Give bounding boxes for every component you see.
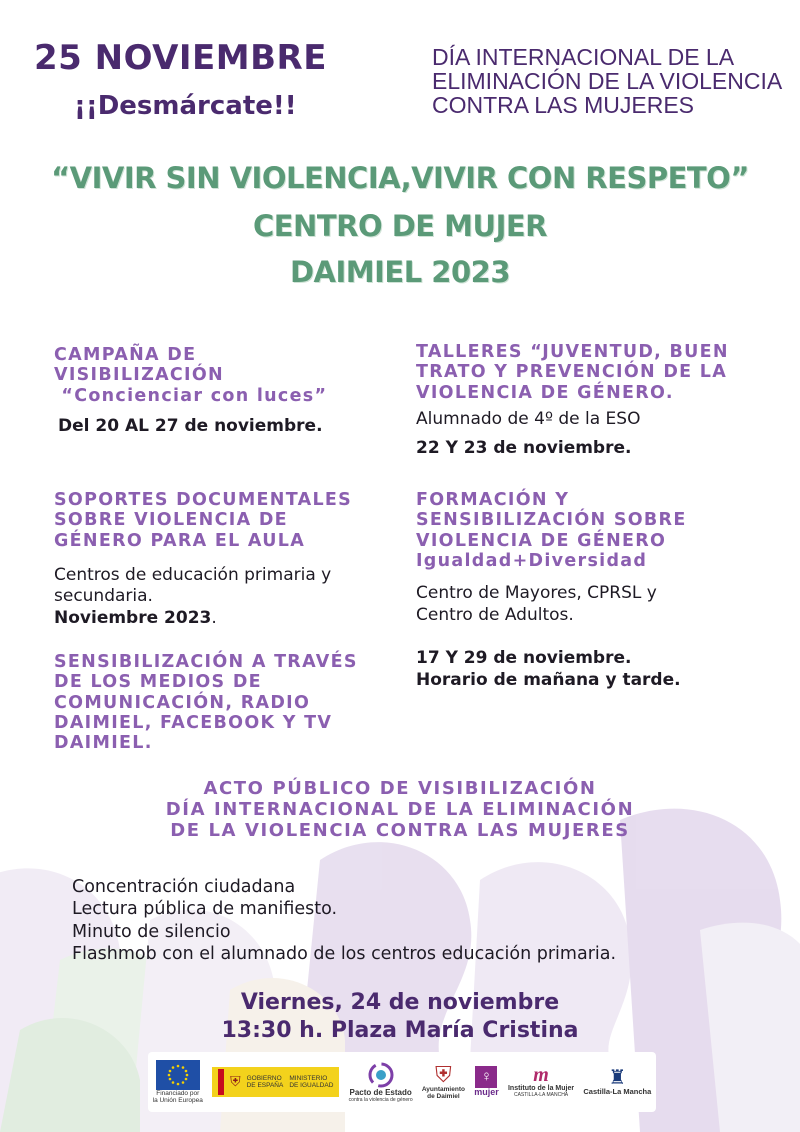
government-text-line: DE ESPAÑA — [246, 1082, 284, 1089]
instituto-m-icon: m — [533, 1064, 549, 1087]
day-title: DÍA INTERNACIONAL DE LA ELIMINACIÓN DE LA VIOLENCIA CONTRA LAS MUJERES — [432, 44, 781, 118]
event-date: Viernes, 24 de noviembre — [240, 990, 560, 1015]
section-title-line: DAIMIEL. — [54, 733, 153, 754]
ministry-text — [289, 1075, 333, 1089]
section-date: 17 Y 29 de noviembre. — [416, 648, 632, 669]
section-title-line: VISIBILIZACIÓN — [54, 365, 224, 386]
section-audience: Centro de Adultos. — [416, 604, 574, 625]
sponsor-logos — [148, 1052, 656, 1112]
activities-list — [72, 876, 616, 966]
clm-text: Castilla-La Mancha — [583, 1086, 652, 1096]
section-date-line — [54, 608, 352, 630]
section-audience: Centro de Mayores, CPRSL y — [416, 583, 657, 604]
event-time-place: 13:30 h. Plaza María Cristina — [221, 1018, 579, 1043]
section-title-line: GÉNERO PARA EL AULA — [54, 530, 306, 551]
government-text-line: GOBIERNO — [246, 1074, 282, 1082]
section-title-line: COMUNICACIÓN, RADIO — [54, 692, 311, 713]
section-title-line: “Concienciar con luces” — [54, 385, 328, 406]
section-title-line: DE LOS MEDIOS DE — [54, 672, 262, 693]
section-date-suffix: . — [211, 608, 217, 629]
section-title-line: Igualdad+Diversidad — [416, 550, 648, 571]
instituto-text: Instituto de la Mujer — [507, 1085, 575, 1093]
section-title-line: SENSIBILIZACIÓN A TRAVÉS — [54, 652, 358, 672]
section-schedule: Horario de mañana y tarde. — [416, 669, 681, 690]
eu-flag-icon — [156, 1060, 200, 1090]
ayuntamiento-text: de Daimiel — [427, 1093, 460, 1100]
pacto-estado-logo — [349, 1061, 413, 1103]
public-event-title-line: DÍA INTERNACIONAL DE LA ELIMINACIÓN — [165, 799, 635, 821]
pacto-subtext: contra la violencia de género — [348, 1096, 413, 1103]
city-shield-icon: ⛨ — [435, 1061, 452, 1087]
ayuntamiento-logo — [421, 1061, 465, 1100]
castilla-la-mancha-logo — [583, 1068, 651, 1096]
eu-logo — [153, 1060, 203, 1104]
section-campana — [54, 345, 327, 437]
section-title-line: TALLERES “JUVENTUD, BUEN — [416, 342, 729, 362]
eu-logo-text: la Unión Europea — [152, 1097, 203, 1104]
section-title-line: SOBRE VIOLENCIA DE — [54, 510, 288, 531]
mujer-text: mujer — [474, 1087, 499, 1098]
campaign-motto: “VIVIR SIN VIOLENCIA,VIVIR CON RESPETO” — [51, 161, 749, 195]
section-date: Del 20 AL 27 de noviembre. — [58, 415, 323, 436]
coat-of-arms-icon: ⛨ — [230, 1073, 241, 1090]
pacto-circle-icon — [367, 1061, 395, 1089]
section-title-line: FORMACIÓN Y — [416, 490, 570, 510]
spain-flag-stripe-icon — [218, 1069, 224, 1095]
section-date: Noviembre 2023 — [54, 608, 212, 629]
organizer-name: CENTRO DE MUJER — [252, 209, 548, 243]
government-text — [247, 1075, 284, 1089]
government-logo — [212, 1067, 339, 1097]
location-year: DAIMIEL 2023 — [289, 255, 511, 289]
slogan: ¡¡Desmárcate!! — [74, 91, 297, 121]
section-date: 22 Y 23 de noviembre. — [416, 438, 632, 459]
section-formacion — [416, 490, 687, 692]
public-event-title-line: DE LA VIOLENCIA CONTRA LAS MUJERES — [170, 820, 630, 842]
activity-item: Flashmob con el alumnado de los centros educación primaria. — [72, 944, 617, 965]
activity-item: Concentración ciudadana — [72, 877, 296, 897]
ayuntamiento-text: Ayuntamiento — [421, 1085, 465, 1093]
section-title-line: DAIMIEL, FACEBOOK Y TV — [54, 712, 333, 733]
section-soportes — [54, 490, 352, 630]
instituto-subtext: CASTILLA-LA MANCHA — [513, 1092, 569, 1099]
section-medios — [54, 652, 358, 753]
ministry-text-line: DE IGUALDAD — [289, 1082, 334, 1089]
section-title-line: SENSIBILIZACIÓN SOBRE — [416, 510, 687, 531]
centro-mujer-logo — [474, 1066, 499, 1098]
section-audience: secundaria. — [54, 586, 153, 607]
instituto-mujer-logo — [508, 1065, 574, 1098]
pacto-text: Pacto de Estado — [349, 1087, 412, 1097]
section-audience: Centros de educación primaria y — [54, 564, 332, 585]
section-audience: Alumnado de 4º de la ESO — [416, 408, 641, 429]
section-title-line: TRATO Y PREVENCIÓN DE LA — [416, 362, 728, 383]
ministry-text-line: MINISTERIO — [289, 1074, 328, 1082]
female-symbol-icon: ♀ — [475, 1066, 497, 1088]
eu-logo-text: Financiado por — [156, 1089, 200, 1097]
public-event-title-line: ACTO PÚBLICO DE VISIBILIZACIÓN — [203, 778, 597, 799]
castle-icon: ♜ — [608, 1066, 627, 1089]
section-title-line: CAMPAÑA DE — [54, 345, 197, 365]
activity-item: Lectura pública de manifiesto. — [72, 899, 338, 920]
date-title: 25 NOVIEMBRE — [34, 38, 327, 78]
section-title-line: SOPORTES DOCUMENTALES — [54, 490, 353, 510]
section-title-line: VIOLENCIA DE GÉNERO — [416, 530, 667, 551]
section-title-line: VIOLENCIA DE GÉNERO. — [416, 382, 674, 403]
section-talleres — [416, 342, 729, 460]
public-event-title — [0, 778, 800, 842]
activity-item: Minuto de silencio — [72, 921, 231, 942]
